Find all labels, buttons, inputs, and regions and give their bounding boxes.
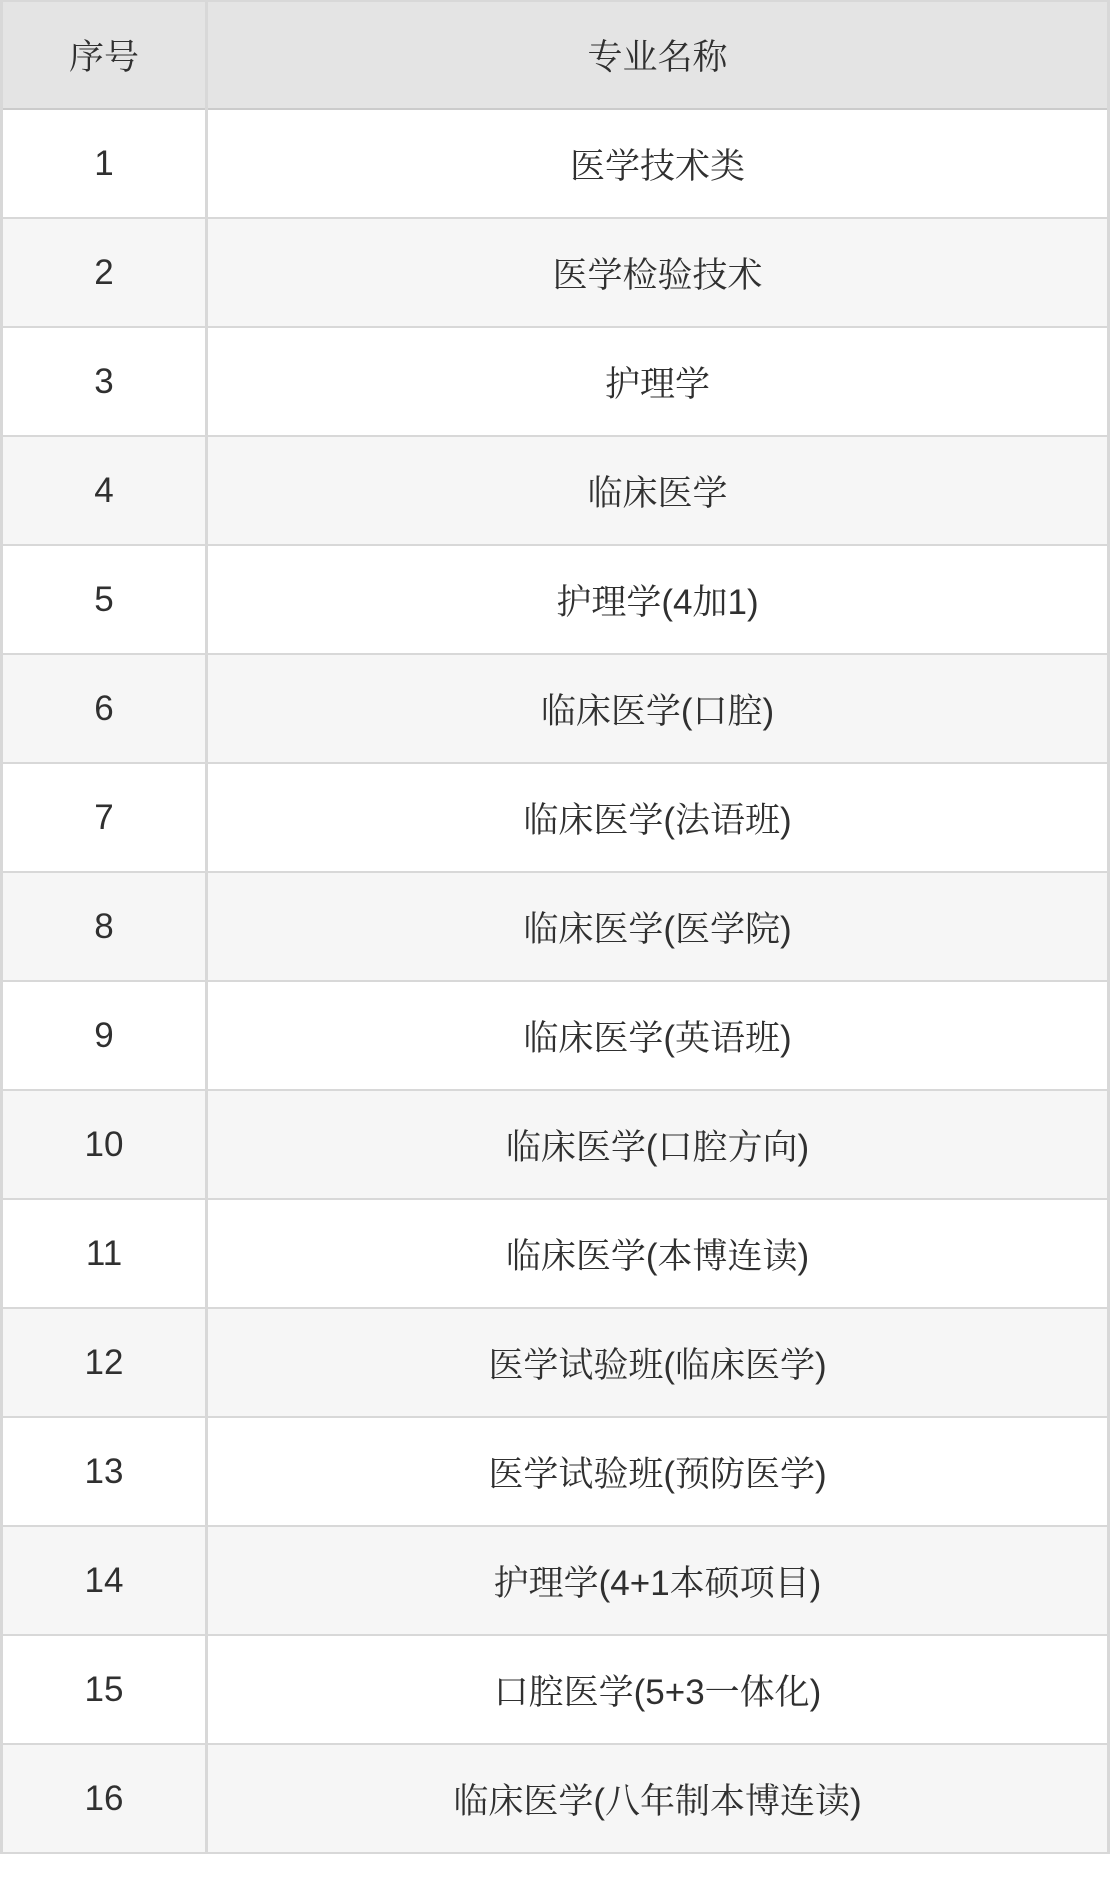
- major-name-cell: 医学试验班(预防医学): [207, 1417, 1109, 1526]
- seq-cell: 2: [2, 218, 207, 327]
- seq-cell: 6: [2, 654, 207, 763]
- major-name-cell: 临床医学: [207, 436, 1109, 545]
- major-name-cell: 护理学: [207, 327, 1109, 436]
- seq-cell: 14: [2, 1526, 207, 1635]
- seq-cell: 16: [2, 1744, 207, 1853]
- table-row: [2, 1199, 1109, 1308]
- seq-cell: 15: [2, 1635, 207, 1744]
- table-row: [2, 218, 1109, 327]
- table-row: [2, 109, 1109, 218]
- table-row: [2, 327, 1109, 436]
- table-row: [2, 1090, 1109, 1199]
- table-row: [2, 763, 1109, 872]
- header-row: [2, 1, 1109, 109]
- major-name-cell: 临床医学(本博连读): [207, 1199, 1109, 1308]
- table-header: [2, 1, 1109, 109]
- seq-cell: 9: [2, 981, 207, 1090]
- major-name-cell: 临床医学(法语班): [207, 763, 1109, 872]
- seq-cell: 12: [2, 1308, 207, 1417]
- table-row: [2, 1635, 1109, 1744]
- major-name-cell: 医学试验班(临床医学): [207, 1308, 1109, 1417]
- major-name-cell: 临床医学(医学院): [207, 872, 1109, 981]
- major-name-cell: 护理学(4加1): [207, 545, 1109, 654]
- major-name-cell: 临床医学(英语班): [207, 981, 1109, 1090]
- seq-cell: 5: [2, 545, 207, 654]
- table-row: [2, 654, 1109, 763]
- table-row: [2, 981, 1109, 1090]
- seq-cell: 3: [2, 327, 207, 436]
- seq-cell: 11: [2, 1199, 207, 1308]
- seq-cell: 10: [2, 1090, 207, 1199]
- seq-cell: 4: [2, 436, 207, 545]
- col-header-major-name: 专业名称: [207, 1, 1109, 109]
- table-body: [2, 109, 1109, 1853]
- table-row: [2, 872, 1109, 981]
- major-name-cell: 临床医学(八年制本博连读): [207, 1744, 1109, 1853]
- major-name-cell: 医学检验技术: [207, 218, 1109, 327]
- major-name-cell: 医学技术类: [207, 109, 1109, 218]
- table-row: [2, 1308, 1109, 1417]
- major-name-cell: 护理学(4+1本硕项目): [207, 1526, 1109, 1635]
- seq-cell: 7: [2, 763, 207, 872]
- seq-cell: 1: [2, 109, 207, 218]
- seq-cell: 13: [2, 1417, 207, 1526]
- major-name-cell: 临床医学(口腔方向): [207, 1090, 1109, 1199]
- major-name-cell: 临床医学(口腔): [207, 654, 1109, 763]
- table-row: [2, 545, 1109, 654]
- table-row: [2, 1744, 1109, 1853]
- major-name-cell: 口腔医学(5+3一体化): [207, 1635, 1109, 1744]
- table-row: [2, 1526, 1109, 1635]
- table-row: [2, 436, 1109, 545]
- col-header-seq: 序号: [2, 1, 207, 109]
- seq-cell: 8: [2, 872, 207, 981]
- table-row: [2, 1417, 1109, 1526]
